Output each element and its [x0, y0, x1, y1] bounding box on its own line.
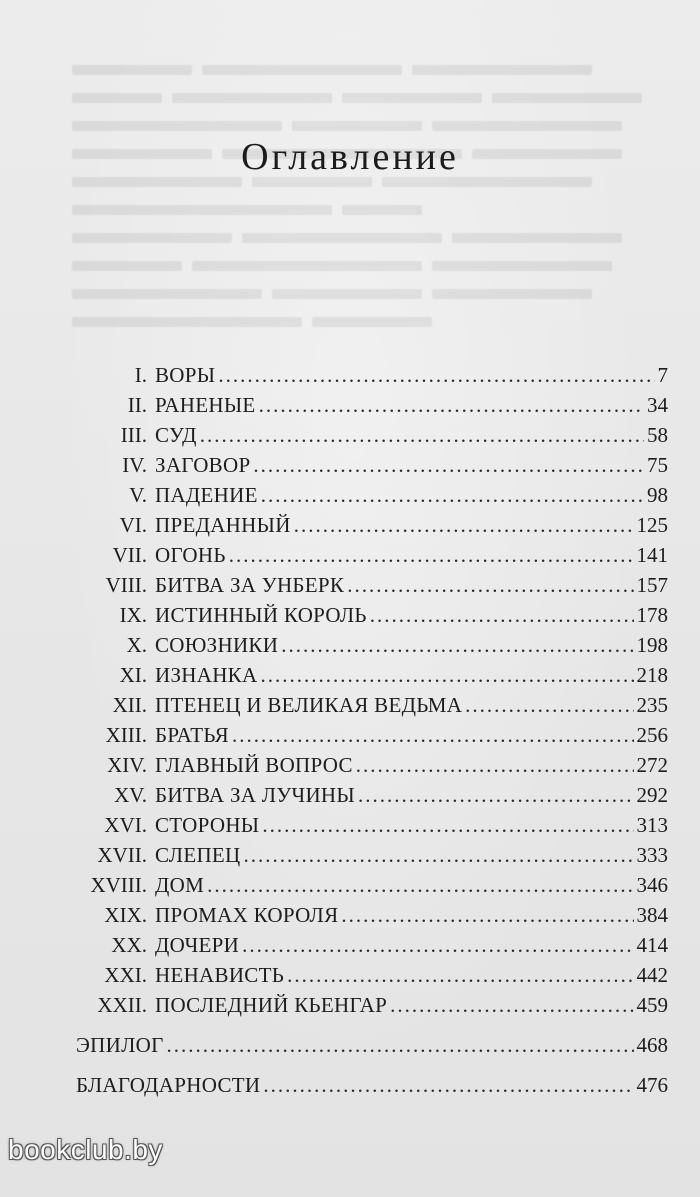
chapter-number: VIII. — [105, 573, 147, 597]
chapter-number: XVII. — [97, 843, 147, 867]
chapter-number: XVIII. — [90, 873, 147, 897]
leader-dots — [260, 660, 633, 690]
acknowledgements-title: БЛАГОДАРНОСТИ — [76, 1073, 261, 1097]
leader-dots — [262, 810, 633, 840]
chapter-number: XV. — [114, 783, 147, 807]
toc-entry — [0, 690, 700, 720]
toc-entry — [0, 900, 700, 930]
leader-dots — [287, 960, 633, 990]
toc-entry — [0, 480, 700, 510]
page-number: 272 — [636, 753, 668, 777]
toc-entry — [0, 450, 700, 480]
page-number: 256 — [636, 723, 668, 747]
leader-dots — [356, 750, 634, 780]
chapter-title: ГЛАВНЫЙ ВОПРОС — [155, 753, 353, 777]
epilogue-title: ЭПИЛОГ — [76, 1033, 164, 1057]
page-number: 178 — [636, 603, 668, 627]
chapter-number: II. — [127, 393, 147, 417]
toc-entry — [0, 840, 700, 870]
watermark-text: bookclub.by — [8, 1134, 163, 1165]
toc-entry — [0, 870, 700, 900]
page-number: 218 — [636, 663, 668, 687]
page-number: 384 — [636, 903, 668, 927]
toc-entry — [0, 420, 700, 450]
page-number: 459 — [636, 993, 668, 1017]
page-number: 333 — [636, 843, 668, 867]
leader-dots — [232, 720, 634, 750]
leader-dots — [263, 1070, 633, 1100]
chapter-number: XXI. — [104, 963, 147, 987]
chapter-title: ПАДЕНИЕ — [155, 483, 258, 507]
page-number: 292 — [636, 783, 668, 807]
chapter-title: ЗАГОВОР — [155, 453, 251, 477]
chapter-number: XVI. — [104, 813, 147, 837]
chapter-number: XIII. — [105, 723, 147, 747]
page-number: 414 — [636, 933, 668, 957]
chapter-number: IV. — [122, 453, 147, 477]
page-number: 468 — [636, 1033, 668, 1057]
chapter-title: ПРЕДАННЫЙ — [155, 513, 291, 537]
leader-dots — [294, 510, 634, 540]
toc-entry — [0, 570, 700, 600]
chapter-number: IX. — [119, 603, 147, 627]
chapter-title: СОЮЗНИКИ — [155, 633, 279, 657]
leader-dots — [261, 480, 644, 510]
chapter-title: СУД — [155, 423, 197, 447]
page-number: 198 — [636, 633, 668, 657]
chapter-number: XIX. — [104, 903, 147, 927]
chapter-number: XIV. — [107, 753, 147, 777]
toc-entry — [0, 600, 700, 630]
chapter-number: V. — [129, 483, 147, 507]
toc-entry — [0, 660, 700, 690]
toc-entry — [0, 960, 700, 990]
toc-entry — [0, 390, 700, 420]
chapter-number: XII. — [112, 693, 147, 717]
toc-entry — [0, 990, 700, 1020]
show-through-text — [72, 55, 692, 335]
leader-dots — [370, 600, 634, 630]
chapter-number: III. — [120, 423, 147, 447]
toc-entry-acknowledgements — [0, 1070, 700, 1100]
chapter-number: XXII. — [97, 993, 147, 1017]
toc-entry — [0, 360, 700, 390]
leader-dots — [253, 450, 644, 480]
page-number: 7 — [657, 363, 668, 387]
leader-dots — [229, 540, 634, 570]
chapter-title: РАНЕНЫЕ — [155, 393, 256, 417]
chapter-number: XI. — [119, 663, 147, 687]
page-number: 442 — [636, 963, 668, 987]
chapter-title: СЛЕПЕЦ — [155, 843, 241, 867]
leader-dots — [207, 870, 633, 900]
page-number: 476 — [636, 1073, 668, 1097]
toc-entry — [0, 630, 700, 660]
page-title: Оглавление — [241, 136, 459, 179]
chapter-title: ОГОНЬ — [155, 543, 226, 567]
toc-entry — [0, 510, 700, 540]
chapter-title: БИТВА ЗА ЛУЧИНЫ — [155, 783, 355, 807]
toc-entry — [0, 720, 700, 750]
leader-dots — [390, 990, 633, 1020]
page-number: 125 — [636, 513, 668, 537]
chapter-title: ИСТИННЫЙ КОРОЛЬ — [155, 603, 367, 627]
chapter-title: ПОСЛЕДНИЙ КЬЕНГАР — [155, 993, 388, 1017]
chapter-number: VII. — [112, 543, 147, 567]
leader-dots — [218, 360, 654, 390]
toc-entry-epilogue — [0, 1030, 700, 1060]
page-number: 235 — [636, 693, 668, 717]
leader-dots — [358, 780, 634, 810]
toc-entry — [0, 930, 700, 960]
toc-entry — [0, 750, 700, 780]
toc-entry — [0, 810, 700, 840]
chapter-title: СТОРОНЫ — [155, 813, 260, 837]
leader-dots — [200, 420, 644, 450]
chapter-number: I. — [134, 363, 147, 387]
page-number: 58 — [647, 423, 668, 447]
leader-dots — [167, 1030, 634, 1060]
chapter-title: ДОМ — [155, 873, 205, 897]
chapter-title: БИТВА ЗА УНБЕРК — [155, 573, 345, 597]
page-number: 75 — [647, 453, 668, 477]
chapter-number: X. — [126, 633, 147, 657]
leader-dots — [259, 390, 644, 420]
leader-dots — [244, 840, 634, 870]
chapter-title: БРАТЬЯ — [155, 723, 229, 747]
leader-dots — [465, 690, 633, 720]
leader-dots — [341, 900, 633, 930]
chapter-title: ПРОМАХ КОРОЛЯ — [155, 903, 339, 927]
leader-dots — [347, 570, 633, 600]
leader-dots — [242, 930, 633, 960]
chapter-title: ДОЧЕРИ — [155, 933, 240, 957]
chapter-number: XX. — [111, 933, 147, 957]
toc-entry — [0, 780, 700, 810]
chapter-title: ПТЕНЕЦ И ВЕЛИКАЯ ВЕДЬМА — [155, 693, 463, 717]
page-number: 346 — [636, 873, 668, 897]
chapter-number: VI. — [119, 513, 147, 537]
toc-entry — [0, 540, 700, 570]
chapter-title: ИЗНАНКА — [155, 663, 258, 687]
page-number: 141 — [636, 543, 668, 567]
chapter-title: ВОРЫ — [155, 363, 216, 387]
leader-dots — [281, 630, 633, 660]
chapter-title: НЕНАВИСТЬ — [155, 963, 285, 987]
page-number: 157 — [636, 573, 668, 597]
page-number: 313 — [636, 813, 668, 837]
page-number: 34 — [647, 393, 668, 417]
page-number: 98 — [647, 483, 668, 507]
